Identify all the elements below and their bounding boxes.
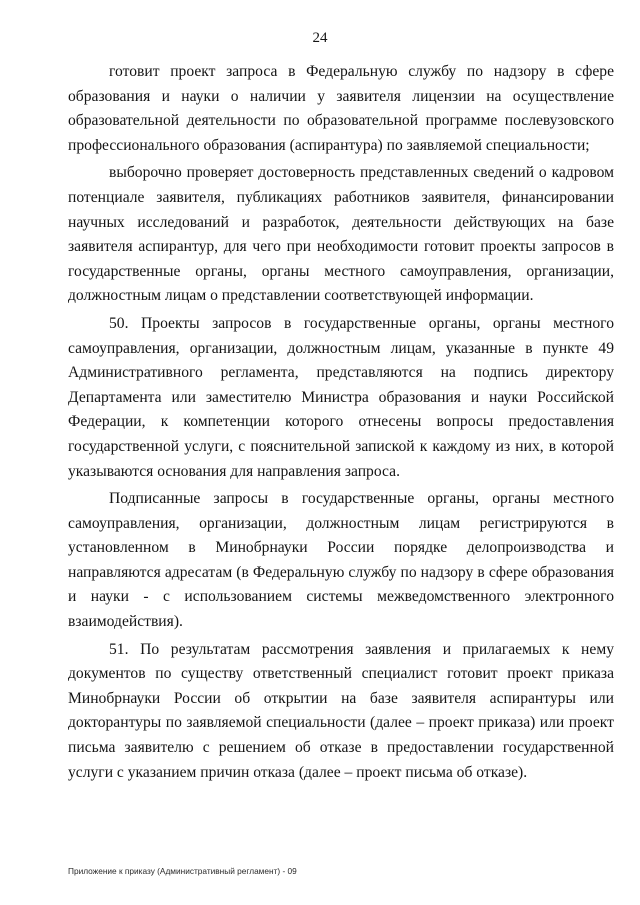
paragraph: готовит проект запроса в Федеральную службу по надзору в сфере образования и науки о наличии у заявителя лицензии на осуществление образовательной деятельности по образовательной программе послевузовского профессионального образования (аспирантура) по заявляемой специальности;	[68, 63, 614, 154]
footer-note: Приложение к приказу (Административный регламент) - 09	[68, 866, 297, 876]
page-number: 24	[312, 30, 328, 46]
paragraph: 50. Проекты запросов в государственные органы, органы местного самоуправления, организации, должностным лицам, указанные в пункте 49 Административного регламента, представляются на подпись директору Департамента или заместителю Министра образования и науки Российской Федерации, к компетенции которого отнесены вопросы предоставления государственной услуги, с пояснительной запиской к каждому из них, в которой указываются основания для направления запроса.	[68, 314, 614, 480]
paragraph: 51. По результатам рассмотрения заявления и прилагаемых к нему документов по существу ответственный специалист готовит проект приказа Минобрнауки России об открытии на базе заявителя аспирантуры или докторантуры по заявляемой специальности (далее – проект приказа) или проект письма заявителю с решением об отказе в предоставлении государственной услуги с указанием причин отказа (далее – проект письма об отказе).	[68, 640, 614, 781]
document-body	[68, 60, 614, 788]
paragraph: выборочно проверяет достоверность представленных сведений о кадровом потенциале заявителя, публикациях работников заявителя, финансировании научных исследований и разработок, деятельности действующих на базе заявителя аспирантур, для чего при необходимости готовит проекты запросов в государственные органы, органы местного самоуправления, организации, должностным лицам о представлении соответствующей информации.	[68, 164, 614, 305]
paragraph: Подписанные запросы в государственные органы, органы местного самоуправления, организации, должностным лицам регистрируются в установленном в Минобрнауки России порядке делопроизводства и направляются адресатам (в Федеральную службу по надзору в сфере образования и науки - с использованием системы межведомственного электронного взаимодействия).	[68, 490, 614, 631]
